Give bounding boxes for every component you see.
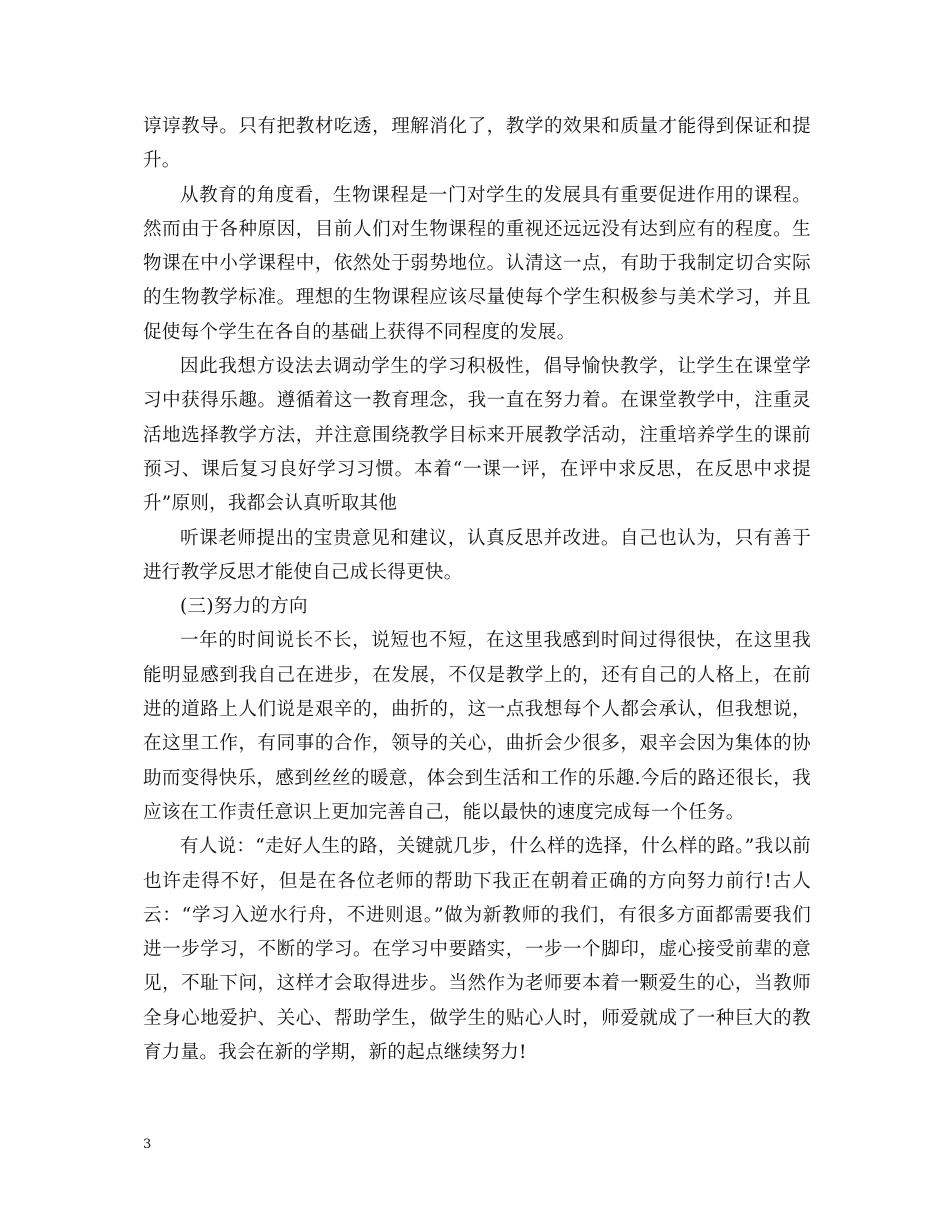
- paragraph-3: 因此我想方设法去调动学生的学习积极性，倡导愉快教学，让学生在课堂学习中获得乐趣。遵循着这一教育理念，我一直在努力着。在课堂教学中，注重灵活地选择教学方法，并注意围绕教学目标来开展教学活动，注重培养学生的课前预习、课后复习良好学习习惯。本着“一课一评，在评中求反思，在反思中求提升”原则，我都会认真听取其他: [143, 356, 811, 515]
- section-heading-3: (三)努力的方向: [180, 596, 308, 618]
- paragraph-5: 一年的时间说长不长，说短也不短，在这里我感到时间过得很快，在这里我能明显感到我自己在进步，在发展，不仅是教学上的，还有自己的人格上，在前进的道路上人们说是艰辛的，曲折的，这一点我想每个人都会承认，但我想说，在这里工作，有同事的合作，领导的关心，曲折会少很多，艰辛会因为集体的协助而变得快乐，感到丝丝的暖意，体会到生活和工作的乐趣.今后的路还很长，我应该在工作责任意识上更加完善自己，能以最快的速度完成每一个任务。: [143, 630, 811, 823]
- page-number: 3: [143, 1137, 152, 1152]
- paragraph-6: 有人说：“走好人生的路，关键就几步，什么样的选择，什么样的路。”我以前也许走得不好，但是在各位老师的帮助下我正在朝着正确的方向努力前行!古人云：“学习入逆水行舟，不进则退。”做为新教师的我们，有很多方面都需要我们进一步学习，不断的学习。在学习中要踏实，一步一个脚印，虚心接受前辈的意见，不耻下问，这样才会取得进步。当然作为老师要本着一颗爱生的心，当教师全身心地爱护、关心、帮助学生，做学生的贴心人时，师爱就成了一种巨大的教育力量。我会在新的学期，新的起点继续努力!: [143, 836, 811, 1064]
- paragraph-2: 从教育的角度看，生物课程是一门对学生的发展具有重要促进作用的课程。然而由于各种原因，目前人们对生物课程的重视还远远没有达到应有的程度。生物课在中小学课程中，依然处于弱势地位。认清这一点，有助于我制定切合实际的生物教学标准。理想的生物课程应该尽量使每个学生积极参与美术学习，并且促使每个学生在各自的基础上获得不同程度的发展。: [143, 184, 811, 343]
- paragraph-4: 听课老师提出的宝贵意见和建议，认真反思并改进。自己也认为，只有善于进行教学反思才能使自己成长得更快。: [143, 527, 811, 583]
- paragraph-1: 谆谆教导。只有把教材吃透，理解消化了，教学的效果和质量才能得到保证和提升。: [143, 116, 811, 172]
- document-body: [143, 110, 811, 1070]
